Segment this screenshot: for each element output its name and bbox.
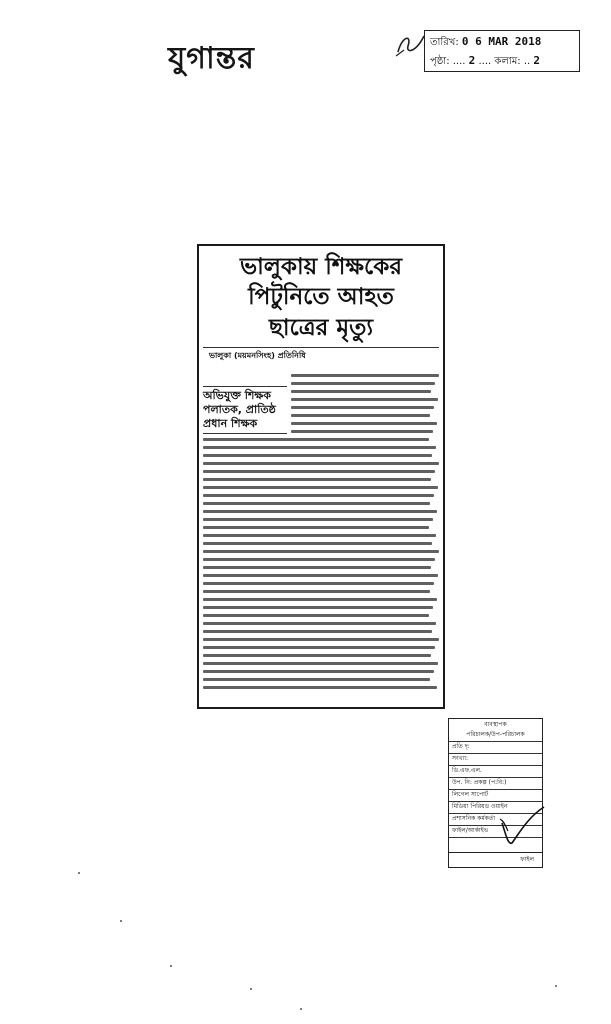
body-text-line <box>203 438 429 441</box>
body-text-line <box>203 526 429 529</box>
body-text-line <box>291 390 431 393</box>
headline-line-3: ছাত্রের মৃত্যু <box>268 314 374 341</box>
form-row: ডি.এফ.এল. <box>449 766 542 778</box>
form-title-line-1: ব্যবস্থাপক <box>484 721 507 728</box>
scan-speck <box>170 965 172 967</box>
scan-speck <box>250 988 252 990</box>
inset-line-3: প্রধান শিক্ষক <box>203 417 258 430</box>
body-text-line <box>203 446 436 449</box>
form-row: ফাইল/আর্কাইভ <box>449 826 542 838</box>
form-row: প্রতি দৃ: <box>449 742 542 754</box>
stamp-page-value: 2 <box>468 54 476 67</box>
body-text-line <box>291 414 430 417</box>
scan-speck <box>300 1008 302 1010</box>
body-text-line <box>291 406 434 409</box>
form-row: সংখ্যা: <box>449 754 542 766</box>
body-text-line <box>203 630 432 633</box>
stamp-page-row: পৃষ্ঠা: .... 2 .... কলাম: .. 2 <box>430 54 540 67</box>
body-text-line <box>203 478 431 481</box>
body-text-line <box>203 606 433 609</box>
stamp-page-label: পৃষ্ঠা <box>430 56 447 67</box>
body-text-line <box>291 374 439 377</box>
article-dateline: ভালুকা (ময়মনসিংহ) প্রতিনিধি <box>203 347 439 364</box>
body-text-line <box>203 558 435 561</box>
body-text-line <box>203 654 431 657</box>
form-row: মিডিয়া পিরিয়ড ওয়াইন <box>449 802 542 814</box>
body-text-line <box>203 518 433 521</box>
body-text-line <box>203 574 438 577</box>
body-text-line <box>203 590 430 593</box>
body-text-line <box>291 422 437 425</box>
signature-icon <box>498 805 548 850</box>
body-text-line <box>203 670 434 673</box>
date-stamp <box>424 30 580 72</box>
body-text-line <box>203 614 429 617</box>
scan-speck <box>120 920 122 922</box>
form-title <box>449 719 542 742</box>
body-text-line <box>203 622 436 625</box>
body-text-line <box>203 646 435 649</box>
body-text-line <box>203 598 437 601</box>
body-text-line <box>203 454 432 457</box>
body-text-line <box>291 382 435 385</box>
body-text-line <box>203 470 435 473</box>
form-footer: ফাইল <box>448 852 543 868</box>
article-headline <box>199 246 443 344</box>
body-text-line <box>203 502 430 505</box>
body-text-line <box>203 582 434 585</box>
body-text-line <box>291 398 438 401</box>
stamp-date-value: 0 6 MAR 2018 <box>461 35 542 48</box>
stamp-column-value: 2 <box>533 54 540 67</box>
body-text-line <box>203 686 437 689</box>
body-text-line <box>203 510 437 513</box>
news-clipping <box>197 244 445 709</box>
body-text-line <box>203 678 430 681</box>
body-text-line <box>203 662 438 665</box>
form-title-line-2: পরিচালক/উপ-পরিচালক <box>466 731 525 738</box>
stamp-date-label: তারিখ <box>430 37 456 48</box>
inset-line-1: অভিযুক্ত শিক্ষক <box>203 389 271 402</box>
headline-line-2: পিটুনিতে আহত <box>248 283 394 310</box>
body-text-line <box>203 534 436 537</box>
body-text-line <box>203 486 438 489</box>
headline-line-1: ভালুকায় শিক্ষকের <box>239 253 403 280</box>
body-text-line <box>291 430 433 433</box>
scan-speck <box>555 985 557 987</box>
stamp-date-row: তারিখ: 0 6 MAR 2018 <box>430 35 542 48</box>
stamp-column-label: কলাম <box>494 56 518 67</box>
newspaper-masthead: যুগান্তর <box>168 41 255 76</box>
handwritten-mark-icon <box>394 30 428 60</box>
article-inset-box <box>203 386 287 434</box>
body-text-line <box>203 566 431 569</box>
body-text-line <box>203 542 432 545</box>
body-text-line <box>203 550 439 553</box>
form-row: উপ. নি: প্রকল্প (প:বি:) <box>449 778 542 790</box>
scan-speck <box>78 872 80 874</box>
body-text-line <box>203 638 439 641</box>
form-row: প্রশাসনিক কর্মকর্তা <box>449 814 542 826</box>
inset-line-2: পলাতক, প্রাতিষ্ঠ <box>203 403 276 416</box>
body-text-line <box>203 494 434 497</box>
body-text-line <box>203 462 439 465</box>
form-row: লিগেল সাপোর্ট <box>449 790 542 802</box>
